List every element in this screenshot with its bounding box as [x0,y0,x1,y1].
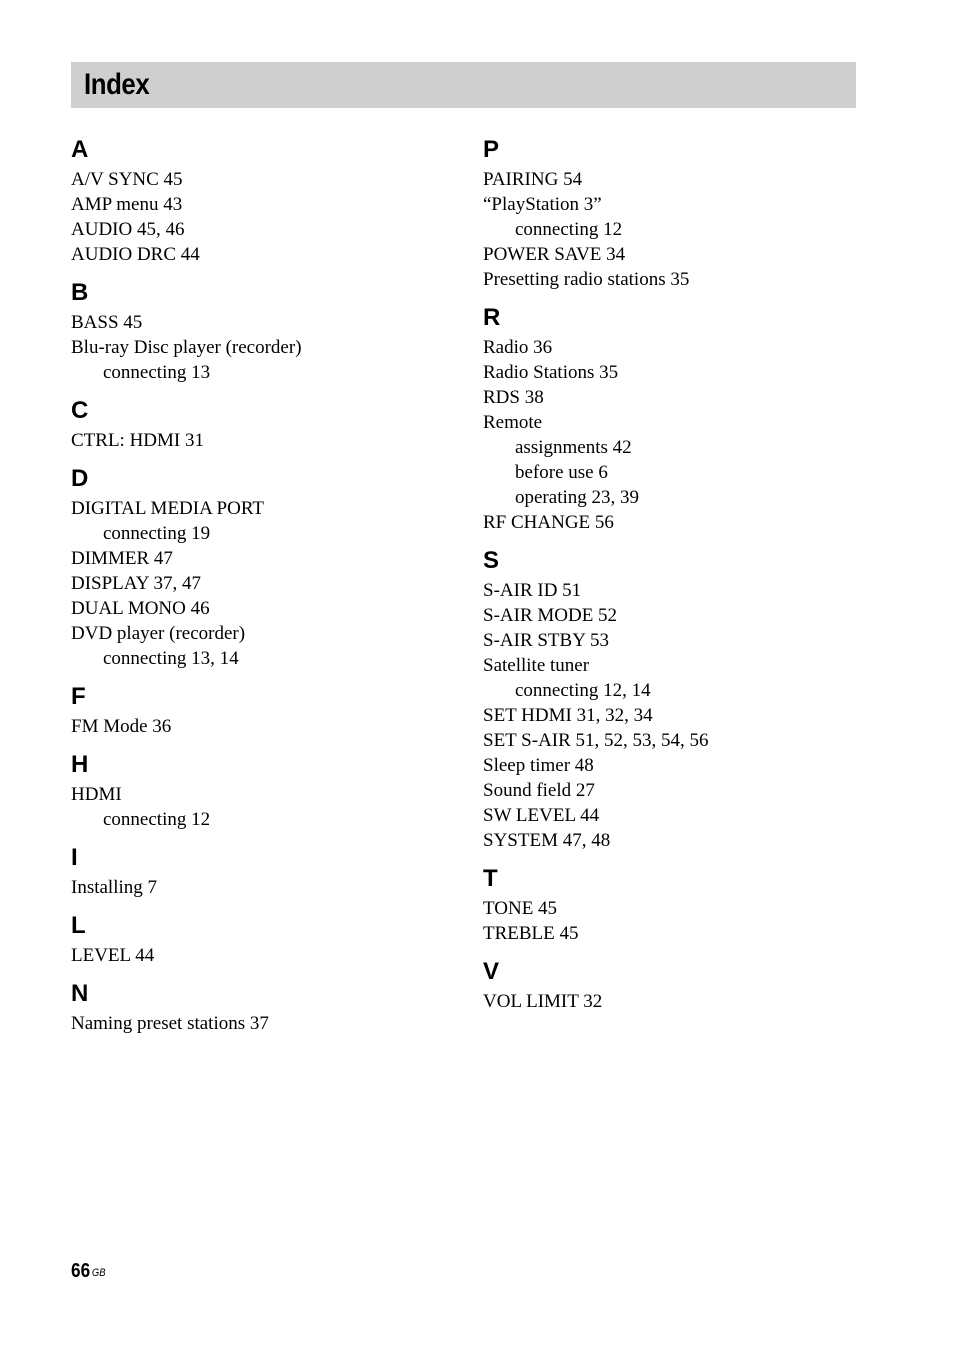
index-entry: DIGITAL MEDIA PORT [71,498,264,519]
index-title-bar [71,62,856,108]
index-entry: TONE 45 [483,898,558,919]
index-entry: RF CHANGE 56 [483,512,614,533]
index-entry: FM Mode 36 [71,716,172,737]
index-entry: DIMMER 47 [71,548,173,569]
index-subentry: before use 6 [515,462,608,483]
section-letter: F [71,683,86,710]
index-entry: TREBLE 45 [483,923,579,944]
index-section-v [483,955,863,1014]
section-letter: N [71,980,89,1007]
section-letter: C [71,397,89,424]
section-letter: P [483,136,500,163]
index-section-p [483,133,863,292]
index-entry: Sound field 27 [483,780,595,801]
index-entry: Presetting radio stations 35 [483,269,690,290]
index-entry: AUDIO DRC 44 [71,244,200,265]
index-entry: LEVEL 44 [71,945,155,966]
index-entry: CTRL: HDMI 31 [71,430,204,451]
index-subentry: connecting 19 [103,523,211,544]
index-section-t [483,862,863,946]
index-entry: Blu-ray Disc player (recorder) [71,337,302,358]
index-entry: DVD player (recorder) [71,623,246,644]
index-entry: AMP menu 43 [71,194,183,215]
index-section-c [71,394,451,453]
index-entry: AUDIO 45, 46 [71,219,185,240]
index-subentry: connecting 12, 14 [515,680,651,701]
index-subentry: connecting 12 [103,809,211,830]
index-entry: PAIRING 54 [483,169,583,190]
index-column-right [483,133,863,1023]
index-entry: SET S-AIR 51, 52, 53, 54, 56 [483,730,709,751]
page-number [71,1258,106,1284]
index-section-n [71,977,451,1036]
index-entry: DISPLAY 37, 47 [71,573,202,594]
section-letter: H [71,751,89,778]
section-letter: S [483,547,500,574]
index-section-h [71,748,451,832]
index-entry: SW LEVEL 44 [483,805,600,826]
index-section-s [483,544,863,853]
index-entry: POWER SAVE 34 [483,244,626,265]
index-entry: Radio 36 [483,337,553,358]
index-entry: A/V SYNC 45 [71,169,183,190]
index-entry: HDMI [71,784,122,805]
page-number-value: 66 [71,1260,91,1282]
index-entry: S-AIR MODE 52 [483,605,618,626]
section-letter: V [483,958,500,985]
index-section-i [71,841,451,900]
index-entry: DUAL MONO 46 [71,598,210,619]
index-entry: VOL LIMIT 32 [483,991,603,1012]
index-entry: Remote [483,412,543,433]
section-letter: R [483,304,501,331]
index-entry: Satellite tuner [483,655,590,676]
section-letter: L [71,912,86,939]
index-entry: SYSTEM 47, 48 [483,830,611,851]
index-column-left [71,133,451,1045]
index-entry: RDS 38 [483,387,544,408]
index-entry: SET HDMI 31, 32, 34 [483,705,653,726]
section-letter: I [71,844,78,871]
page-title: Index [84,68,150,101]
index-entry: BASS 45 [71,312,143,333]
index-section-b [71,276,451,385]
index-entry: S-AIR STBY 53 [483,630,609,651]
index-section-r [483,301,863,535]
index-entry: Naming preset stations 37 [71,1013,269,1034]
index-section-a [71,133,451,267]
index-entry: Sleep timer 48 [483,755,594,776]
section-letter: A [71,136,89,163]
index-entry: Radio Stations 35 [483,362,619,383]
index-subentry: connecting 12 [515,219,623,240]
index-subentry: operating 23, 39 [515,487,640,508]
index-entry: “PlayStation 3” [483,194,602,215]
page-number-suffix: GB [91,1267,106,1279]
index-subentry: connecting 13, 14 [103,648,239,669]
section-letter: T [483,865,498,892]
index-entry: Installing 7 [71,877,158,898]
index-subentry: connecting 13 [103,362,211,383]
index-entry: S-AIR ID 51 [483,580,582,601]
section-letter: D [71,465,89,492]
index-section-l [71,909,451,968]
index-subentry: assignments 42 [515,437,632,458]
section-letter: B [71,279,89,306]
index-section-d [71,462,451,671]
index-section-f [71,680,451,739]
